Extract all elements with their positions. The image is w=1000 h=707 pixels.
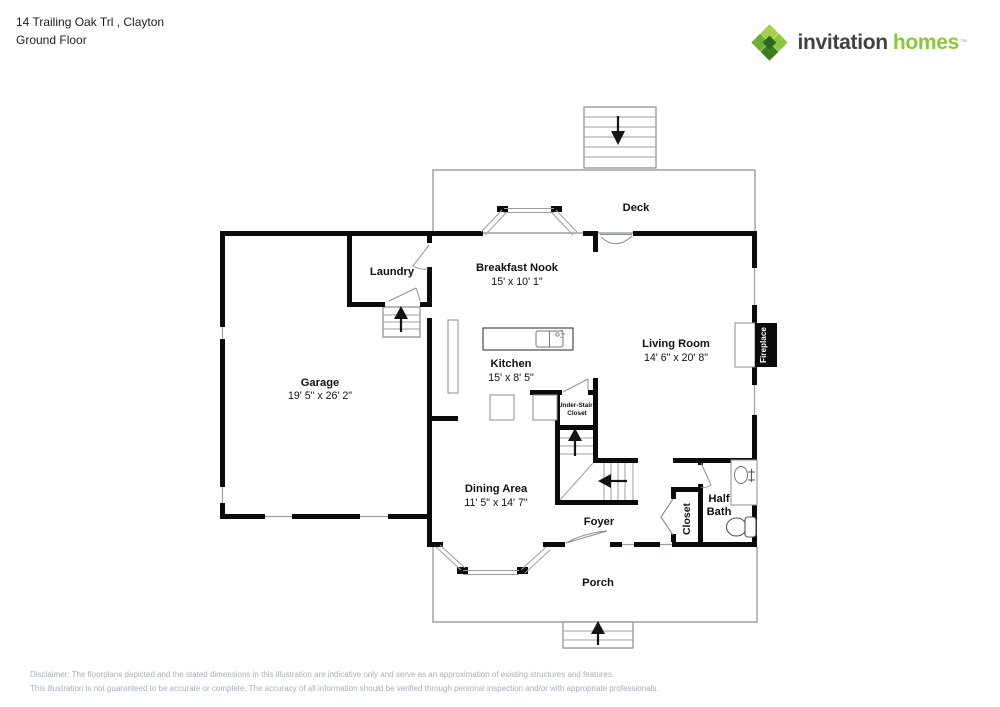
fireplace-label: Fireplace	[759, 327, 768, 363]
dining-area-label: Dining Area	[464, 483, 528, 495]
kitchen-label: Kitchen	[490, 358, 532, 370]
disclaimer	[30, 668, 659, 695]
disclaimer-line-2: This illustration is not guaranteed to be accurate or complete. The accuracy of all information should be verified through personal inspection and/or with appropriate professionals.	[30, 683, 659, 693]
kitchen-appliance-right	[533, 395, 557, 420]
garage-label: Garage	[300, 377, 340, 389]
laundry-label: Laundry	[369, 266, 415, 278]
closet-label: Closet	[681, 502, 693, 536]
trademark-mark: ™	[960, 39, 967, 46]
living-room-label: Living Room	[642, 338, 710, 350]
closet-bifold-door	[661, 499, 673, 535]
fireplace-hearth	[735, 323, 755, 367]
garage-dims: 19' 5" x 26' 2"	[288, 390, 352, 402]
half-bath-label-1: Half	[708, 493, 730, 505]
door-swings	[389, 235, 711, 544]
brand-text-homes: homes	[892, 30, 959, 54]
disclaimer-line-1: Disclaimer: The floorplans depicted and the stated dimensions in this illustration are indicative only and serve as an approximation of existing structures and features.	[30, 670, 615, 679]
kitchen-counter	[448, 320, 458, 393]
kitchen-appliance-left	[490, 395, 514, 420]
address-line: 14 Trailing Oak Trl , Clayton	[16, 15, 165, 29]
porch-label: Porch	[582, 577, 614, 589]
kitchen-dims: 15' x 8' 5"	[488, 372, 534, 384]
dining-area-dims: 11' 5" x 14' 7"	[464, 497, 528, 509]
toilet-icon	[727, 517, 757, 537]
living-room-dims: 14' 6" x 20' 8"	[644, 352, 708, 364]
half-bath-label-2: Bath	[706, 506, 732, 518]
breakfast-nook-dims: 15' x 10' 1"	[491, 276, 543, 288]
bathroom-sink-icon	[735, 467, 756, 484]
floor-label: Ground Floor	[16, 33, 87, 47]
deck-label: Deck	[622, 202, 650, 214]
under-stairs-closet-label-2: Closet	[567, 410, 587, 417]
deck-outline	[433, 170, 755, 233]
breakfast-nook-label: Breakfast Nook	[475, 262, 559, 274]
under-stairs-closet-label-1: Under-Stairs	[557, 402, 597, 409]
foyer-label: Foyer	[583, 516, 615, 528]
kitchen-sink-icon	[536, 330, 565, 347]
brand-text-invitation: invitation	[797, 30, 888, 54]
